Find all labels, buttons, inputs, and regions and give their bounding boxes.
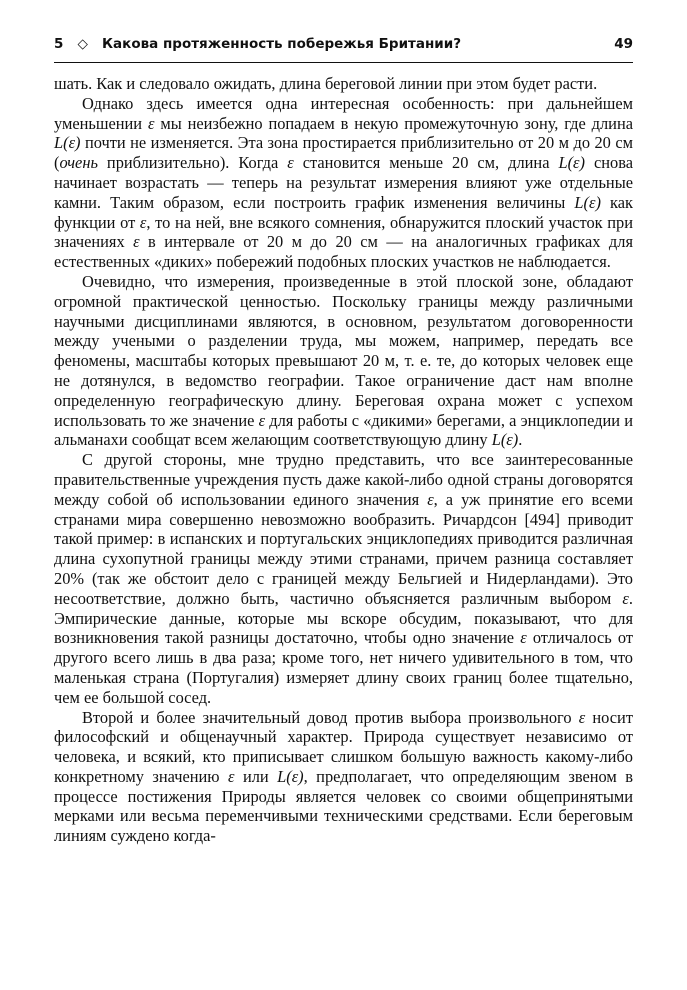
math-symbol: ε <box>287 153 294 173</box>
text-run: или <box>234 766 278 786</box>
text-run: мы неизбежно попадаем в некую промежуточную зону, где длина <box>154 113 633 133</box>
math-symbol: L(ε) <box>54 133 81 153</box>
text-run: , предполагает, что определяющим звеном в процессе постижения Природы является человек со своими общепринятыми мерками или весьма переменчивыми техническими средствами. Если береговым линиям суждено когда- <box>54 766 633 846</box>
chapter-heading <box>54 36 461 52</box>
math-symbol: ε <box>133 232 140 252</box>
emphasis: очень <box>59 153 98 173</box>
text-run: Однако здесь имеется одна интересная особенность: при дальнейшем уменьшении <box>54 93 633 133</box>
text-run: Очевидно, что измерения, произведенные в этой плоской зоне, обладают огромной практической ценностью. Поскольку границы между различными научными дисциплинами являются, в основном, результатом договоренности между учеными о разделении труда, мы можем, например, передать все феномены, масштабы которых превышают 20 м, т. е. те, до которых человек еще не дотянулся, в ведомство географии. Такое ограничение даст нам вполне определенную географическую длину. Береговая охрана может с успехом использовать то же значение <box>54 271 633 430</box>
text-run: как функции от <box>54 192 633 232</box>
running-head <box>54 36 633 56</box>
text-run: носит философский и общенаучный характер. Природа существует независимо от человека, и всякий, кто приписывает слишком большую важность какому-либо конкретному значению <box>54 707 633 786</box>
text-run: для работы с «дикими» берегами, а энциклопедии и альманахи сообщат всем желающим соответствующую длину <box>54 410 633 450</box>
math-symbol: ε <box>228 766 235 786</box>
text-run: становится меньше 20 см, длина <box>293 153 559 173</box>
math-symbol: L(ε) <box>574 192 601 212</box>
text-run: отличалось от другого всего лишь в два раза; кроме того, нет ничего удивительного в том, что маленькая страна (Португалия) измеряет длину своих границ более тщательно, чем ее большой сосед. <box>54 628 633 707</box>
paragraph <box>54 450 633 707</box>
text-run: в интервале от 20 м до 20 см — на аналогичных графиках для естественных «диких» побережий подобных плоских участков не наблюдается. <box>54 232 633 272</box>
paragraph <box>54 74 633 94</box>
text-run: снова начинает возрастать — теперь на результат измерения влияют уже отдельные камни. Таким образом, если построить график изменения величины <box>54 153 634 212</box>
math-symbol: ε <box>578 707 586 727</box>
paragraph <box>54 272 633 450</box>
text-run: . <box>518 430 523 450</box>
paragraph <box>54 94 633 272</box>
chapter-number: 5 <box>54 36 64 52</box>
text-run: приблизительно). Когда <box>97 153 288 173</box>
chapter-title: Какова протяженность побережья Британии? <box>102 36 462 52</box>
text-run: Второй и более значительный довод против выбора произвольного <box>82 707 579 727</box>
diamond-icon: ◇ <box>77 36 88 52</box>
math-symbol: ε <box>258 410 266 430</box>
text-run: почти не изменяется. Эта зона простирается приблизительно от 20 м до 20 см ( <box>54 133 633 173</box>
header-rule <box>54 62 633 63</box>
math-symbol: L(ε) <box>277 766 304 786</box>
math-symbol: L(ε) <box>491 430 519 450</box>
math-symbol: ε <box>622 588 629 608</box>
text-run: шать. Как и следовало ожидать, длина береговой линии при этом будет расти. <box>54 74 598 93</box>
text-run: С другой стороны, мне трудно представить, что все заинтересованные правительственные учреждения пусть даже какой-либо одной страны договорятся между собой об использовании единого значения <box>54 450 633 509</box>
math-symbol: L(ε) <box>558 153 585 173</box>
paragraph <box>54 708 633 847</box>
math-symbol: ε <box>147 113 155 133</box>
text-run: , а уж принятие его всеми странами мира совершенно невозможно вообразить. Ричардсон [494] приводит такой пример: в испанских и португальских энциклопедиях приводится различная длина сухопутной границы между этими странами, причем разница составляет 20% (так же обстоит дело с границей между Бельгией и Нидерландами). Это несоответствие, должно быть, частично объясняется различным выбором <box>54 489 634 608</box>
text-run: . Эмпирические данные, которые мы вскоре обсудим, показывают, что для возникновения такой разницы достаточно, чтобы одно значение <box>54 588 633 648</box>
math-symbol: ε <box>427 489 434 509</box>
math-symbol: ε <box>520 628 527 648</box>
page-number: 49 <box>614 36 633 52</box>
math-symbol: ε <box>139 212 147 232</box>
text-run: , то на ней, вне всякого сомнения, обнаружится плоский участок при значениях <box>54 212 633 252</box>
body-text <box>54 74 633 846</box>
